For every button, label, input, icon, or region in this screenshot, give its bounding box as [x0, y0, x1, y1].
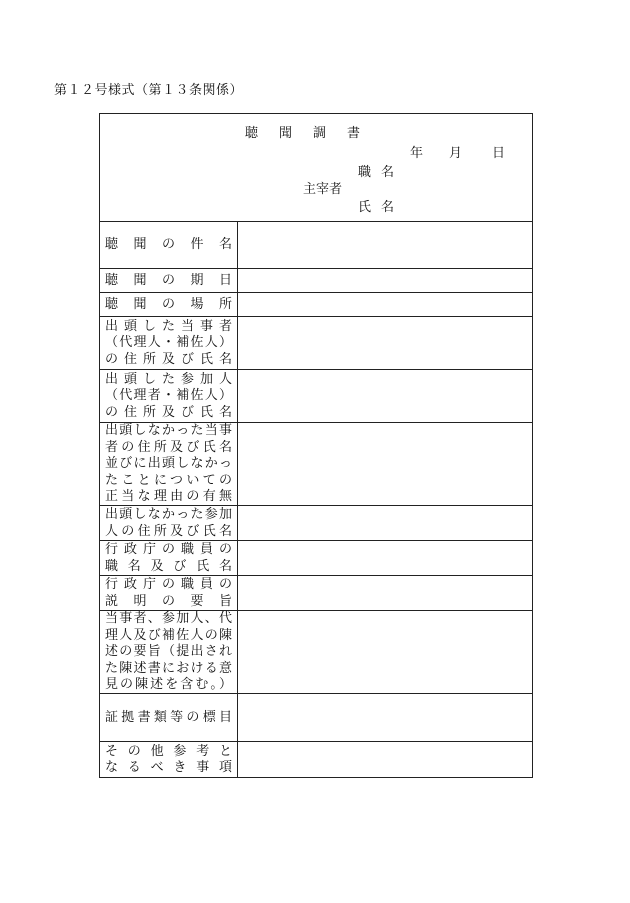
record-rows — [100, 222, 532, 777]
row-label — [100, 317, 238, 369]
row-label — [100, 506, 238, 540]
hearing-date-row — [100, 269, 532, 293]
attending-party-row — [100, 317, 532, 370]
row-label-line: 者の住所及び氏名 — [105, 439, 232, 455]
row-label-line: の住所及び氏名 — [105, 404, 232, 420]
row-label-line: 当事者、参加人、代 — [105, 611, 232, 627]
row-value-cell[interactable] — [238, 694, 532, 741]
row-label-line: 見の陳述を含む。） — [105, 677, 232, 693]
row-label-line: 出頭した当事者 — [105, 318, 232, 334]
row-value-cell[interactable] — [238, 611, 532, 693]
row-label — [100, 293, 238, 316]
row-label-line: 述の要旨（提出され — [105, 644, 232, 660]
document-title: 聴聞調書 — [245, 126, 382, 141]
row-label-line: 聴 聞 の 件 名 — [105, 237, 232, 253]
row-label-line: 聴 聞 の 場 所 — [105, 296, 232, 312]
row-label-line: 行政庁の職員の — [105, 542, 232, 557]
row-label — [100, 742, 238, 777]
row-label-line: 説明の要旨 — [105, 593, 232, 609]
evidence-list-row — [100, 694, 532, 742]
statements-summary-row — [100, 611, 532, 694]
name-label: 氏名 — [358, 200, 405, 215]
row-value-cell[interactable] — [238, 541, 532, 575]
month-label: 月 — [449, 146, 463, 161]
absent-party-row — [100, 423, 532, 506]
agency-explanation-row — [100, 576, 532, 611]
row-label-line: （代理者・補佐人） — [105, 388, 232, 404]
position-label: 職名 — [358, 165, 405, 180]
row-value-cell[interactable] — [238, 576, 532, 610]
row-label-line: 正当な理由の有無 — [105, 489, 232, 505]
date-line — [410, 142, 505, 161]
attending-participant-row — [100, 370, 532, 423]
absent-participant-row — [100, 506, 532, 541]
row-label — [100, 370, 238, 422]
row-label-line: なるべき事項 — [105, 760, 232, 775]
year-label: 年 — [410, 146, 424, 161]
hearing-record-table — [99, 113, 533, 778]
row-label-line: 出頭しなかった当事 — [105, 423, 232, 439]
row-label — [100, 576, 238, 610]
row-label-line: 行政庁の職員の — [105, 577, 232, 592]
row-label-line: （代理人・補佐人） — [105, 335, 232, 351]
row-value-cell[interactable] — [238, 317, 532, 369]
row-value-cell[interactable] — [238, 423, 532, 505]
row-label-line: 職名及び氏名 — [105, 558, 232, 574]
row-value-cell[interactable] — [238, 370, 532, 422]
other-matters-row — [100, 742, 532, 777]
row-label-line: 理人及び補佐人の陳 — [105, 627, 232, 643]
row-label-line: の住所及び氏名 — [105, 351, 232, 367]
row-label-line: 証拠書類等の標目 — [105, 709, 232, 725]
row-value-cell[interactable] — [238, 222, 532, 268]
row-label — [100, 423, 238, 505]
row-label-line: 聴 聞 の 期 日 — [105, 272, 232, 288]
row-label — [100, 222, 238, 268]
row-value-cell[interactable] — [238, 506, 532, 540]
row-label — [100, 269, 238, 292]
form-number: 第１２号様式（第１３条関係） — [54, 83, 244, 98]
row-label-line: たことについての — [105, 472, 232, 488]
row-label — [100, 541, 238, 575]
agency-staff-row — [100, 541, 532, 576]
row-label-line: その他参考と — [105, 743, 232, 759]
row-label-line: 出頭した参加人 — [105, 371, 232, 387]
row-value-cell[interactable] — [238, 293, 532, 316]
row-label-line: 出頭しなかった参加 — [105, 507, 232, 522]
day-label: 日 — [492, 146, 506, 161]
row-label — [100, 694, 238, 741]
row-value-cell[interactable] — [238, 742, 532, 777]
hearing-place-row — [100, 293, 532, 317]
presider-label: 主宰者 — [303, 182, 343, 197]
hearing-subject-row — [100, 222, 532, 269]
row-label — [100, 611, 238, 693]
table-header — [100, 114, 532, 222]
row-label-line: 人の住所及び氏名 — [105, 523, 232, 539]
row-label-line: た陳述書における意 — [105, 660, 232, 676]
row-value-cell[interactable] — [238, 269, 532, 292]
row-label-line: 並びに出頭しなかっ — [105, 456, 232, 472]
